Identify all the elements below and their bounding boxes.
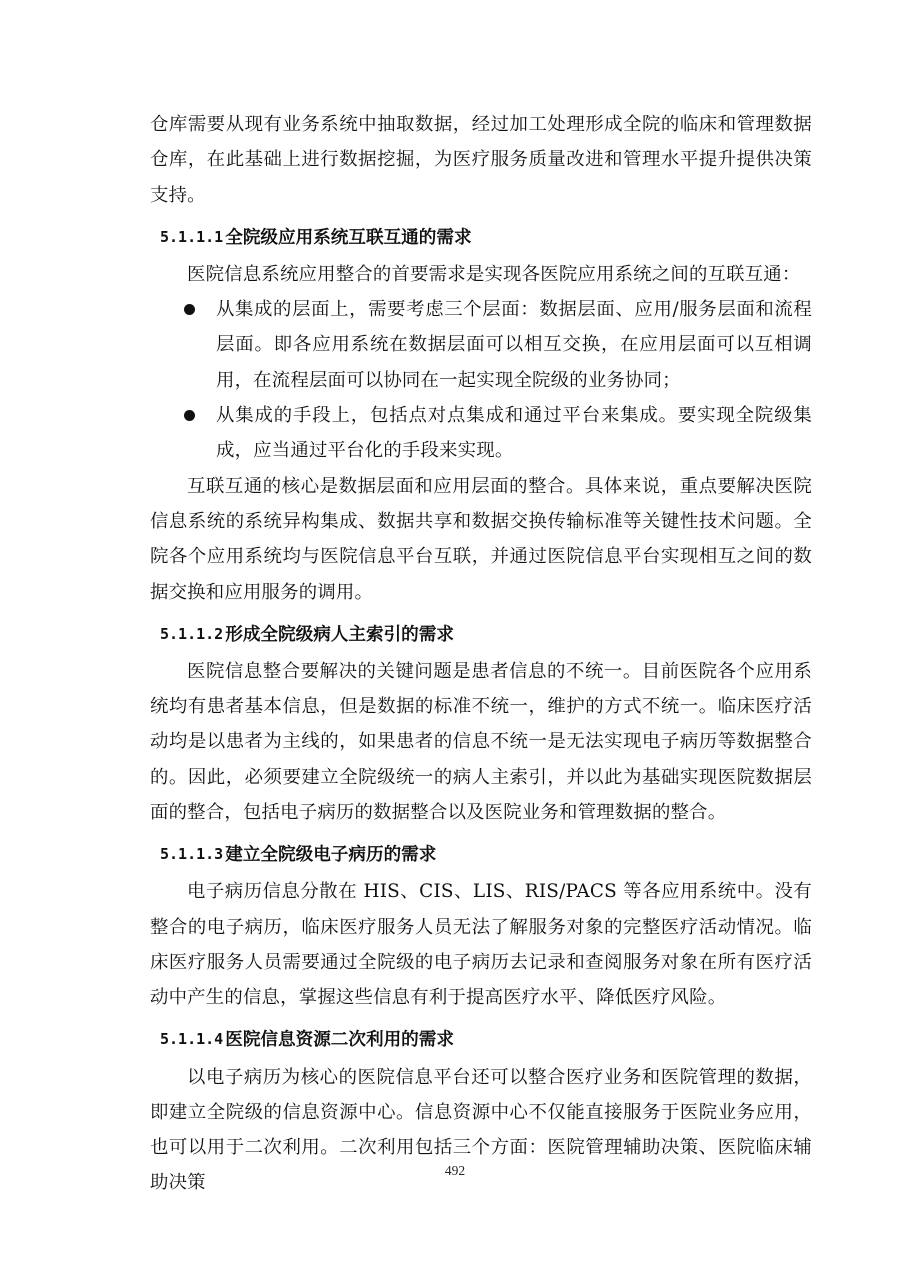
paragraph-secondary-use: 以电子病历为核心的医院信息平台还可以整合医疗业务和医院管理的数据，即建立全院级的信息资源中心。信息资源中心不仅能直接服务于医院业务应用，也可以用于二次利用。二次利用包括三个方面：医院管理辅助决策、医院临床辅助决策 — [150, 1066, 812, 1194]
paragraph-integration-need: 医院信息系统应用整合的首要需求是实现各医院应用系统之间的互联互通： — [187, 263, 801, 285]
section-number: 5.1.1.1 — [160, 227, 224, 246]
section-title: 建立全院级电子病历的需求 — [225, 844, 437, 866]
section-heading-5-1-1-2 — [150, 610, 812, 654]
section-number: 5.1.1.3 — [160, 845, 224, 864]
section-number: 5.1.1.4 — [160, 1030, 224, 1049]
list-item-text: 从集成的层面上，需要考虑三个层面：数据层面、应用/服务层面和流程层面。即各应用系统在数据层面可以相互交换，在应用层面可以互相调用，在流程层面可以协同在一起实现全院级的业务协同； — [216, 299, 812, 391]
section-heading-5-1-1-1 — [150, 213, 812, 257]
page-number: 492 — [444, 1163, 466, 1178]
section-title: 全院级应用系统互联互通的需求 — [225, 226, 472, 248]
paragraph-warehouse: 仓库需要从现有业务系统中抽取数据，经过加工处理形成全院的临床和管理数据仓库，在此基础上进行数据挖掘，为医疗服务质量改进和管理水平提升提供决策支持。 — [150, 114, 812, 206]
paragraph-master-index: 医院信息整合要解决的关键问题是患者信息的不统一。目前医院各个应用系统均有患者基本信息，但是数据的标准不统一，维护的方式不统一。临床医疗活动均是以患者为主线的，如果患者的信息不统一是无法实现电子病历等数据整合的。因此，必须要建立全院级统一的病人主索引，并以此为基础实现医院数据层面的整合，包括电子病历的数据整合以及医院业务和管理数据的整合。 — [150, 660, 812, 824]
list-item — [150, 398, 812, 469]
paragraph-interconnect-core: 互联互通的核心是数据层面和应用层面的整合。具体来说，重点要解决医院信息系统的系统异构集成、数据共享和数据交换传输标准等关键性技术问题。全院各个应用系统均与医院信息平台互联，并通过医院信息平台实现相互之间的数据交换和应用服务的调用。 — [150, 475, 812, 603]
bullet-dot-icon — [184, 304, 195, 315]
document-body — [150, 107, 812, 1201]
section-title: 医院信息资源二次利用的需求 — [225, 1029, 454, 1051]
section-title: 形成全院级病人主索引的需求 — [225, 623, 454, 645]
section-heading-5-1-1-3 — [150, 830, 812, 874]
list-item — [150, 292, 812, 398]
section-heading-5-1-1-4 — [150, 1016, 812, 1060]
paragraph-emr: 电子病历信息分散在 HIS、CIS、LIS、RIS/PACS 等各应用系统中。没有整合的电子病历，临床医疗服务人员无法了解服务对象的完整医疗活动情况。临床医疗服务人员需要通过全院级的电子病历去记录和查阅服务对象在所有医疗活动中产生的信息，掌握这些信息有利于提高医疗水平、降低医疗风险。 — [150, 881, 812, 1009]
list-item-text: 从集成的手段上，包括点对点集成和通过平台来集成。要实现全院级集成，应当通过平台化的手段来实现。 — [216, 405, 812, 462]
bullet-dot-icon — [184, 410, 195, 421]
section-number: 5.1.1.2 — [160, 624, 224, 643]
bullet-list — [150, 292, 812, 468]
